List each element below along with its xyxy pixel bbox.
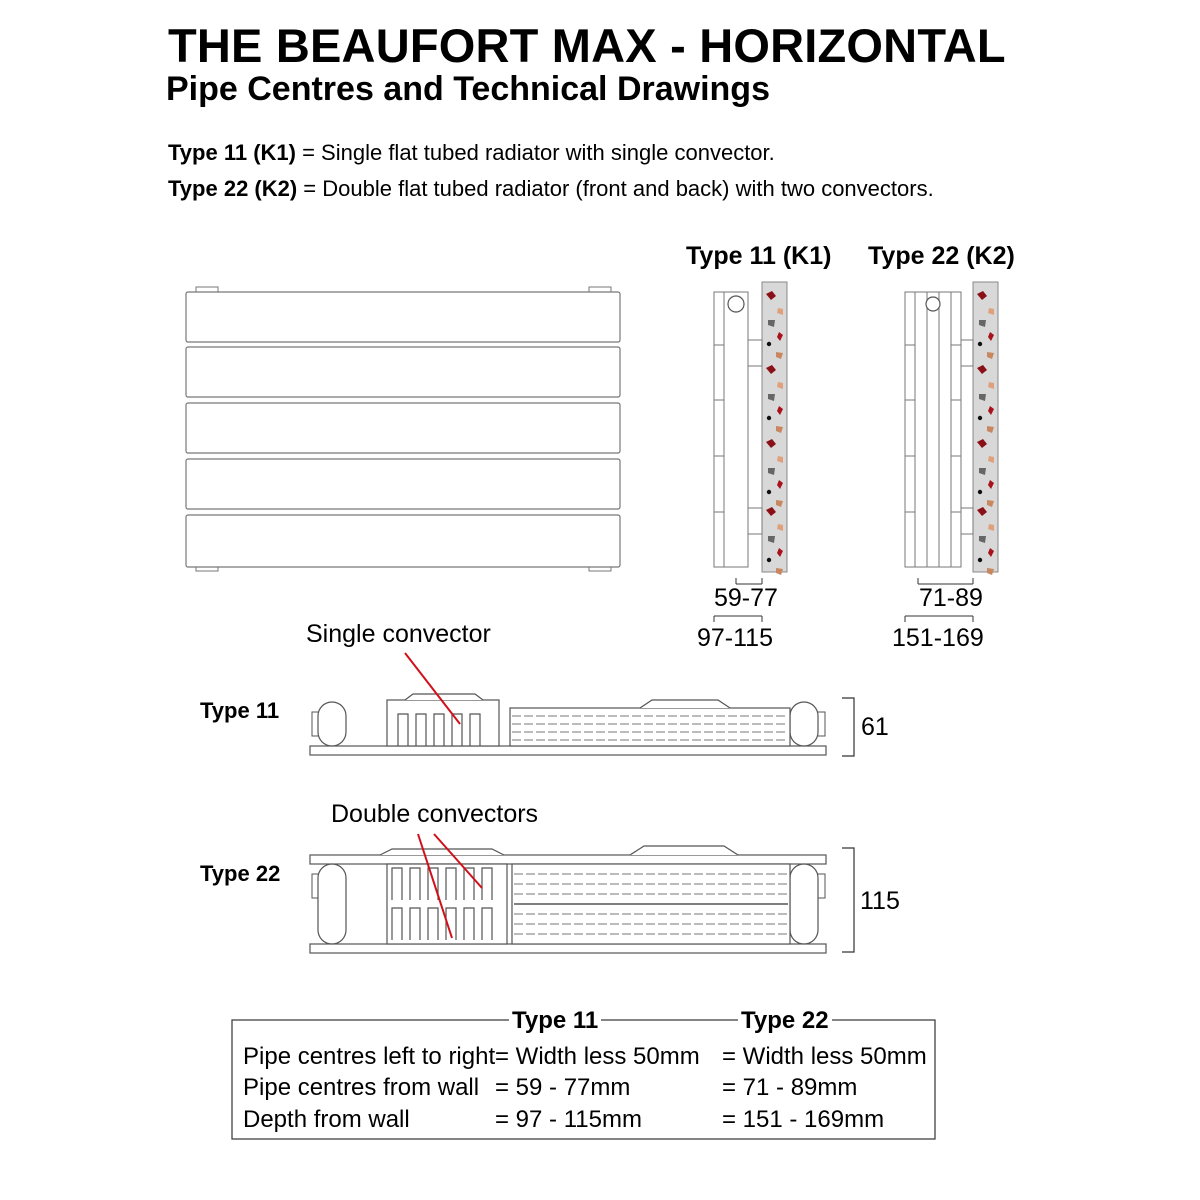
type22-depth-from-wall: 151-169 xyxy=(892,624,984,652)
type22-pipe-from-wall: 71-89 xyxy=(919,584,983,612)
top-view-type22-label: Type 22 xyxy=(200,861,281,886)
side-view-type22-label: Type 22 (K2) xyxy=(868,242,1015,270)
top-view-type11-label: Type 11 xyxy=(200,698,280,723)
row-type22-value: = 151 - 169mm xyxy=(722,1106,885,1133)
side-view-type22 xyxy=(905,282,998,622)
row-type22-value: = Width less 50mm xyxy=(722,1043,927,1070)
row-label: Pipe centres left to right xyxy=(243,1043,496,1070)
row-type11-value: = Width less 50mm xyxy=(495,1043,700,1070)
definition-term: Type 11 (K1) xyxy=(168,140,296,165)
front-view xyxy=(186,287,620,571)
definition-text: = Single flat tubed radiator with single convector. xyxy=(295,140,775,165)
single-convector-callout: Single convector xyxy=(306,620,491,648)
definition-text: = Double flat tubed radiator (front and back) with two convectors. xyxy=(297,176,934,201)
row-type11-value: = 59 - 77mm xyxy=(495,1074,631,1101)
row-type22-value: = 71 - 89mm xyxy=(722,1074,858,1101)
double-convectors-callout: Double convectors xyxy=(331,800,539,828)
side-view-type11 xyxy=(714,282,787,622)
type11-depth-dimension: 61 xyxy=(861,713,889,741)
page-subtitle: Pipe Centres and Technical Drawings xyxy=(166,70,770,108)
row-label: Depth from wall xyxy=(243,1106,410,1133)
type11-depth-from-wall: 97-115 xyxy=(697,624,773,652)
spec-table-header-type22: Type 22 xyxy=(738,1007,832,1035)
row-label: Pipe centres from wall xyxy=(243,1074,480,1101)
top-view-type22 xyxy=(310,834,854,953)
type22-depth-dimension: 115 xyxy=(860,887,900,915)
row-type11-value: = 97 - 115mm xyxy=(495,1106,642,1133)
type11-pipe-from-wall: 59-77 xyxy=(714,584,778,612)
spec-table-header-type11: Type 11 xyxy=(509,1007,601,1035)
definition-term: Type 22 (K2) xyxy=(168,176,298,201)
side-view-type11-label: Type 11 (K1) xyxy=(686,242,832,270)
page-title: THE BEAUFORT MAX - HORIZONTAL xyxy=(168,19,1006,72)
top-view-type11 xyxy=(310,653,854,756)
